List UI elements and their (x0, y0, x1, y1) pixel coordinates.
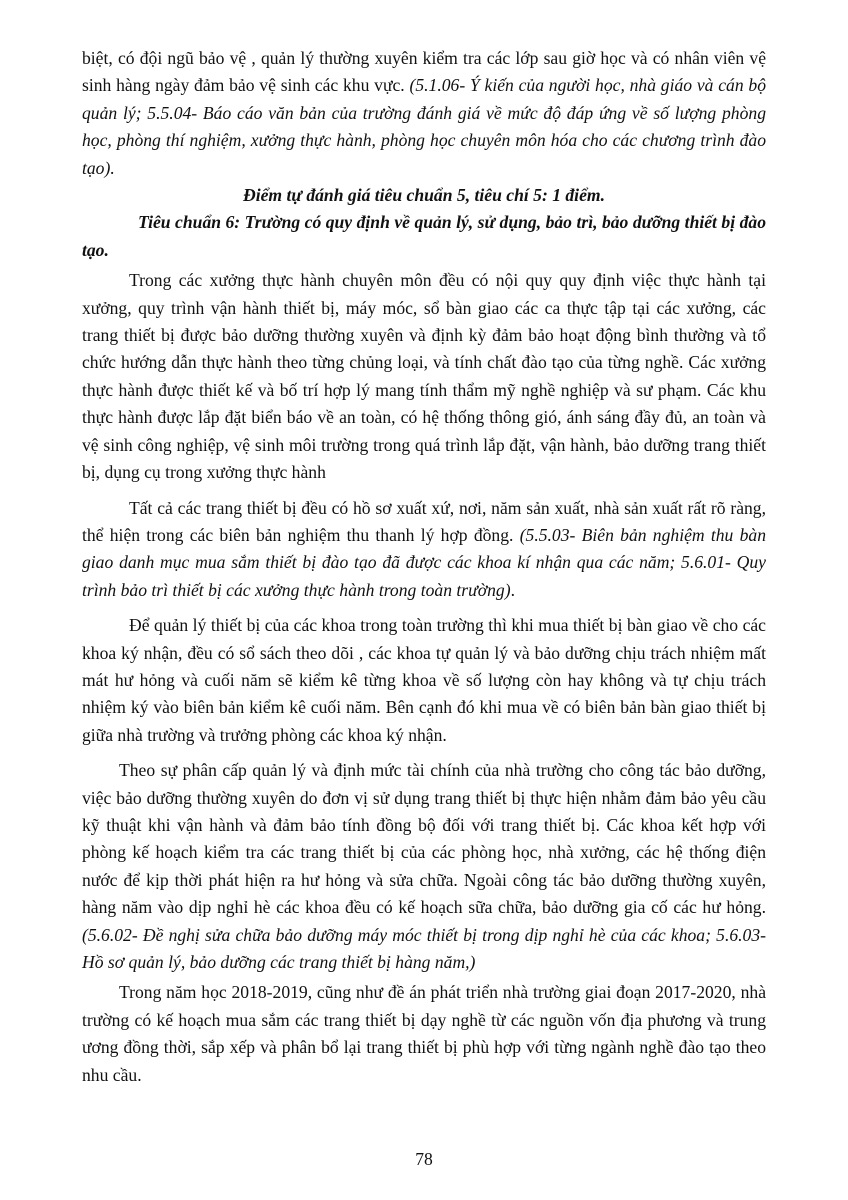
page-number: 78 (415, 1149, 433, 1169)
paragraph-4-text: Để quản lý thiết bị của các khoa trong toàn trường thì khi mua thiết bị bàn giao về cho các khoa ký nhận, đều có sổ sách theo dõi , các khoa tự quản lý và bảo dưỡng chịu trách nhiệm mất mát hư hỏng và cuối năm sẽ kiểm kê từng khoa về số lượng còn hay không và tự chịu trách nhiệm ký vào biên bản kiểm kê cuối năm. Bên cạnh đó khi mua về có biên bản bàn giao thiết bị giữa nhà trường và trưởng phòng các khoa ký nhận. (82, 615, 766, 745)
paragraph-2-text: Trong các xưởng thực hành chuyên môn đều có nội quy quy định việc thực hành tại xưởng, quy trình vận hành thiết bị, máy móc, sổ bàn giao các ca thực tập tại các xưởng, các trang thiết bị được bảo dưỡng thường xuyên và định kỳ đảm bảo hoạt động bình thường và tổ chức hướng dẫn thực hành theo từng chủng loại, và tính chất đào tạo của từng nghề. Các xưởng thực hành được thiết kế và bố trí hợp lý mang tính thẩm mỹ nghề nghiệp và sư phạm. Các khu thực hành được lắp đặt biển báo về an toàn, có hệ thống thông gió, ánh sáng đầy đủ, an toàn và vệ sinh công nghiệp, vệ sinh môi trường trong quá trình lắp đặt, vận hành, bảo dưỡng trang thiết bị, dụng cụ trong xưởng thực hành (82, 270, 766, 483)
paragraph-4 (82, 612, 766, 749)
paragraph-5 (82, 757, 766, 976)
paragraph-1 (82, 45, 766, 182)
paragraph-6-text: Trong năm học 2018-2019, cũng như đề án phát triển nhà trường giai đoạn 2017-2020, nhà trường có kế hoạch mua sắm các trang thiết bị dạy nghề từ các nguồn vốn địa phương và trung ương đồng thời, sắp xếp và phân bổ lại trang thiết bị phù hợp với từng ngành nghề đào tạo theo nhu cầu. (82, 982, 766, 1085)
paragraph-3-text: Tất cả các trang thiết bị đều có hồ sơ xuất xứ, nơi, năm sản xuất, nhà sản xuất rất rõ ràng, thể hiện trong các biên bản nghiệm thu thanh lý hợp đồng. (82, 497, 766, 545)
score-line: Điểm tự đánh giá tiêu chuẩn 5, tiêu chí 5: 1 điểm. (243, 185, 605, 206)
paragraph-5-text: Theo sự phân cấp quản lý và định mức tài chính của nhà trường cho công tác bảo dưỡng, việc bảo dưỡng thường xuyên do đơn vị sử dụng trang thiết bị thực hiện nhằm đảm bảo yêu cầu kỹ thuật khi vận hành và đảm bảo tính đồng bộ đối với trang thiết bị. Các khoa kết hợp với phòng kế hoạch kiểm tra các trang thiết bị của các phòng học, nhà xưởng, các hệ thống điện nước để kịp thời phát hiện ra hư hỏng và sửa chữa. Ngoài công tác bảo dưỡng thường xuyên, hàng năm vào dịp nghỉ hè các khoa đều có kế hoạch sữa chữa, bảo dưỡng gia cố các hư hỏng. (82, 760, 766, 918)
paragraph-6 (82, 979, 766, 1089)
paragraph-3-citation: (5.5.03- Biên bản nghiệm thu bàn giao danh mục mua sắm thiết bị đào tạo đã được các khoa kí nhận qua các năm; 5.6.01- Quy trình bảo trì thiết bị các xưởng thực hành trong toàn trường) (82, 524, 766, 600)
document-page (82, 45, 766, 1089)
paragraph-1-citation: (5.1.06- Ý kiến của người học, nhà giáo và cán bộ quản lý; 5.5.04- Báo cáo văn bản của trường đánh giá về mức độ đáp ứng về số lượng phòng học, phòng thí nghiệm, xưởng thực hành, phòng học chuyên môn hóa cho các chương trình đào tạo). (82, 75, 767, 178)
paragraph-2 (82, 267, 766, 486)
paragraph-5-citation: (5.6.02- Đề nghị sửa chữa bảo dưỡng máy móc thiết bị trong dịp nghỉ hè của các khoa; 5.6.03- Hồ sơ quản lý, bảo dưỡng các trang thiết bị hàng năm,) (82, 924, 766, 972)
paragraph-1-text: biệt, có đội ngũ bảo vệ , quản lý thường xuyên kiểm tra các lớp sau giờ học và có nhân viên vệ sinh hàng ngày đảm bảo vệ sinh các khu vực. (82, 48, 766, 96)
paragraph-3 (82, 495, 766, 605)
standard-heading: Tiêu chuẩn 6: Trường có quy định về quản lý, sử dụng, bảo trì, bảo dưỡng thiết bị đào tạo. (82, 212, 766, 260)
paragraph-3-tail: . (510, 579, 515, 600)
